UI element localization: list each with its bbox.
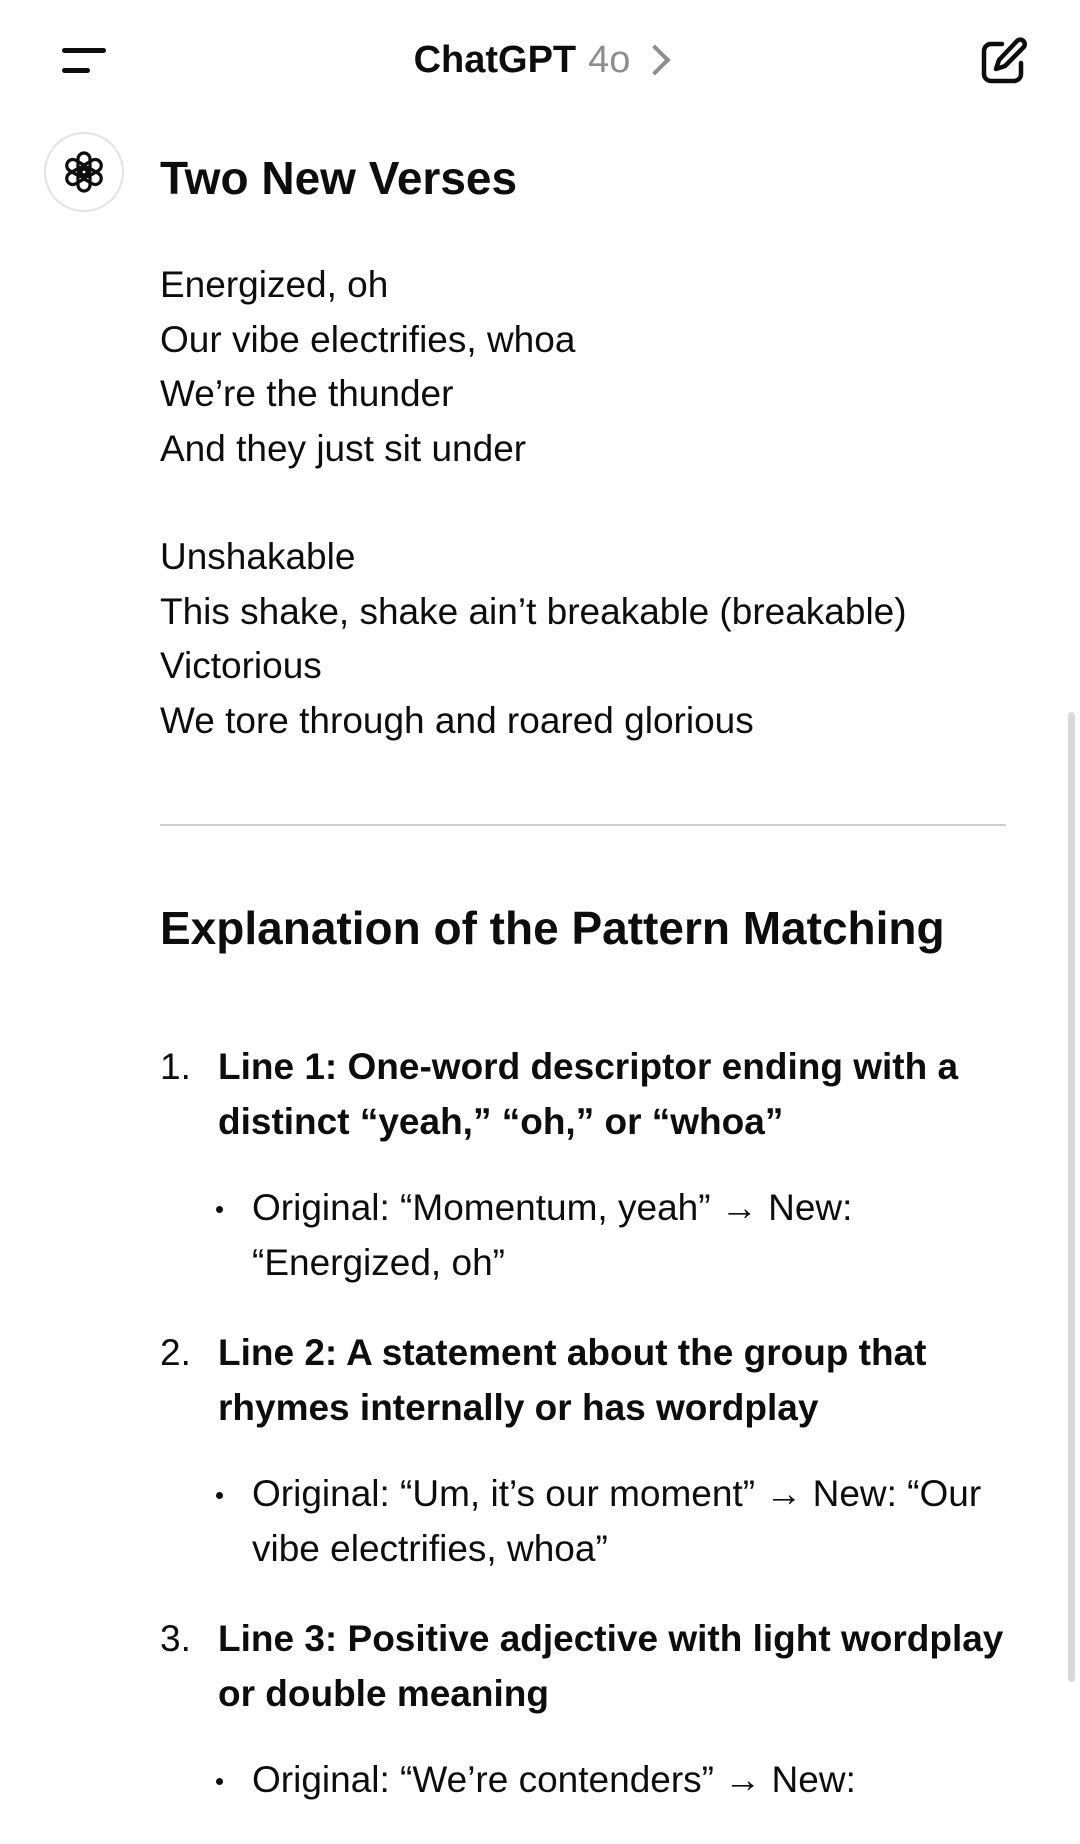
model-name: 4o — [588, 38, 631, 81]
verse-line: And they just sit under — [160, 427, 527, 469]
divider — [160, 824, 1006, 826]
message-title: Two New Verses — [160, 152, 518, 204]
title-area — [0, 0, 1080, 120]
sub-list-item: Original: “Momentum, yeah” → New: “Energized, oh” — [218, 1181, 1010, 1290]
stanza-2 — [160, 530, 1010, 748]
verse-line: Energized, oh — [160, 264, 389, 305]
model-selector-button[interactable] — [414, 39, 667, 82]
sub-list-item: Original: “Um, it’s our moment” → New: “Our vibe electrifies, whoa” — [218, 1467, 1010, 1576]
verse-line: This shake, shake ain’t breakable (breakable) — [160, 590, 907, 632]
list-number: 1. — [160, 1046, 191, 1087]
scrollbar[interactable] — [1068, 712, 1075, 1682]
verses — [160, 258, 1010, 748]
app-title: ChatGPT — [413, 38, 577, 81]
list-number: 2. — [160, 1332, 191, 1373]
sub-list — [218, 1753, 1010, 1808]
verse-line: Victorious — [160, 645, 322, 686]
list-item — [160, 1040, 1010, 1290]
point-heading: Line 2: A statement about the group that rhymes internally or has wordplay — [218, 1332, 927, 1428]
verse-line: Our vibe electrifies, whoa — [160, 318, 576, 360]
sub-list — [218, 1467, 1010, 1576]
compose-icon[interactable] — [975, 34, 1031, 90]
sub-list — [218, 1181, 1010, 1290]
verse-line: We’re the thunder — [160, 373, 454, 414]
verse-line: Unshakable — [160, 536, 356, 577]
point-heading: Line 1: One-word descriptor ending with a distinct “yeah,” “oh,” or “whoa” — [218, 1046, 959, 1142]
stanza-1 — [160, 258, 1010, 476]
openai-logo-icon — [44, 132, 124, 212]
sub-list-item: Original: “We’re contenders” → New: — [218, 1753, 1010, 1808]
list-number: 3. — [160, 1618, 191, 1659]
list-item — [160, 1612, 1010, 1808]
compose-icon-svg — [975, 34, 1031, 90]
explanation-heading: Explanation of the Pattern Matching — [160, 902, 945, 954]
chevron-right-icon — [640, 44, 671, 75]
openai-knot-svg — [59, 147, 109, 197]
top-bar — [0, 0, 1080, 120]
point-heading: Line 3: Positive adjective with light wordplay or double meaning — [218, 1618, 1004, 1714]
pattern-list — [160, 1040, 1010, 1808]
assistant-message — [160, 148, 1010, 1844]
list-item — [160, 1326, 1010, 1576]
verse-line: We tore through and roared glorious — [160, 699, 754, 741]
